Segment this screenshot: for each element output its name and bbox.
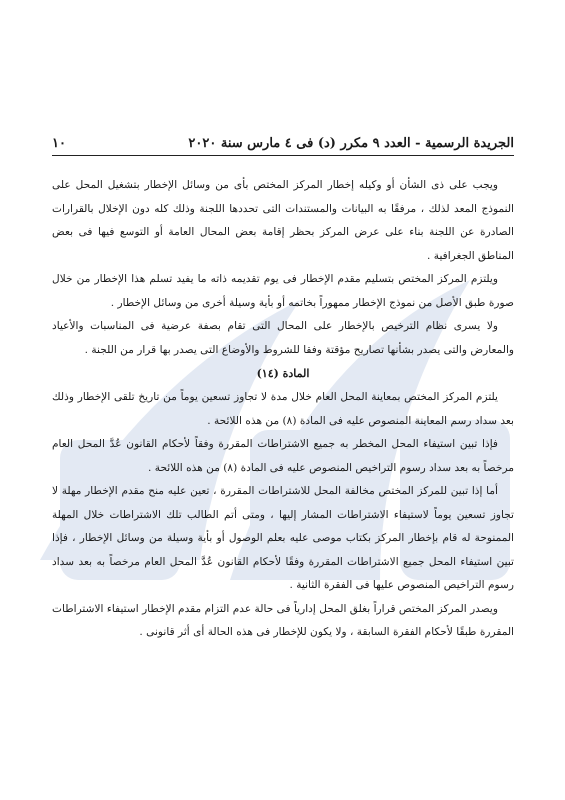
gazette-page (52, 136, 514, 645)
paragraph: ويجب على ذى الشأن أو وكيله إخطار المركز المختص بأى من وسائل الإخطار بتشغيل المحل على النموذج المعد لذلك ، مرفقًا به البيانات والمستندات التى تحددها اللجنة وذلك كله دون الإخلال بالقرارات الصادرة عن اللجنة بناء على عرض المركز بحظر إقامة بعض المحال العامة أو التوسع فيها فى بعض المناطق الجغرافية . (52, 179, 514, 262)
page-header (52, 136, 514, 156)
article-paragraph: أما إذا تبين للمركز المختص مخالفة المحل للاشتراطات المقررة ، تعين عليه منح مقدم الإخطار مهلة لا تجاوز تسعين يوماً لاستيفاء الاشتراطات المشار إليها ، ومتى أتم الطالب تلك الاشتراطات خلال المهلة الممنوحة له قام بإخطار المركز بكتاب موصى عليه بعلم الوصول أو بأية وسيلة من وسائل الإخطار ، فإذا تبين استيفاء المحل جميع الاشتراطات المقررة وفقًا لأحكام القانون عُدَّ المحل العام مرخصاً به بعد سداد رسوم التراخيص المنصوص عليها فى الفقرة الثانية . (52, 485, 514, 591)
article-heading: المادة (١٤) (256, 367, 310, 380)
page-number: ١٠ (52, 136, 66, 151)
paragraph: ولا يسرى نظام الترخيص بالإخطار على المحال التى تقام بصفة عرضية فى المناسبات والأعياد والمعارض والتى يصدر بشأنها تصاريح مؤقتة وفقا للشروط والأوضاع التى يصدر بها قرار من اللجنة . (52, 320, 514, 356)
document-body (52, 174, 514, 645)
article-paragraph: يلتزم المركز المختص بمعاينة المحل العام خلال مدة لا تجاوز تسعين يوماً من تاريخ تلقى الإخطار وذلك بعد سداد رسم المعاينة المنصوص عليه فى المادة (٨) من هذه اللائحة . (52, 391, 514, 427)
gazette-title: الجريدة الرسمية - العدد ٩ مكرر (د) فى ٤ مارس سنة ٢٠٢٠ (188, 136, 514, 151)
article-paragraph: ويصدر المركز المختص قراراً بغلق المحل إدارياً فى حالة عدم التزام مقدم الإخطار استيفاء الاشتراطات المقررة طبقًا لأحكام الفقرة السابقة ، ولا يكون للإخطار فى هذه الحالة أى أثر قانونى . (52, 602, 514, 638)
paragraph: ويلتزم المركز المختص بتسليم مقدم الإخطار فى يوم تقديمه ذاته ما يفيد تسلم هذا الإخطار من خلال صورة طبق الأصل من نموذج الإخطار ممهوراً بخاتمه أو بأية وسيلة أخرى من وسائل الإخطار . (52, 273, 514, 309)
article-paragraph: فإذا تبين استيفاء المحل المخطر به جميع الاشتراطات المقررة وفقاً لأحكام القانون عُدَّ المحل العام مرخصاً به بعد سداد رسوم التراخيص المنصوص عليه فى المادة (٨) من هذه اللائحة . (52, 438, 514, 474)
